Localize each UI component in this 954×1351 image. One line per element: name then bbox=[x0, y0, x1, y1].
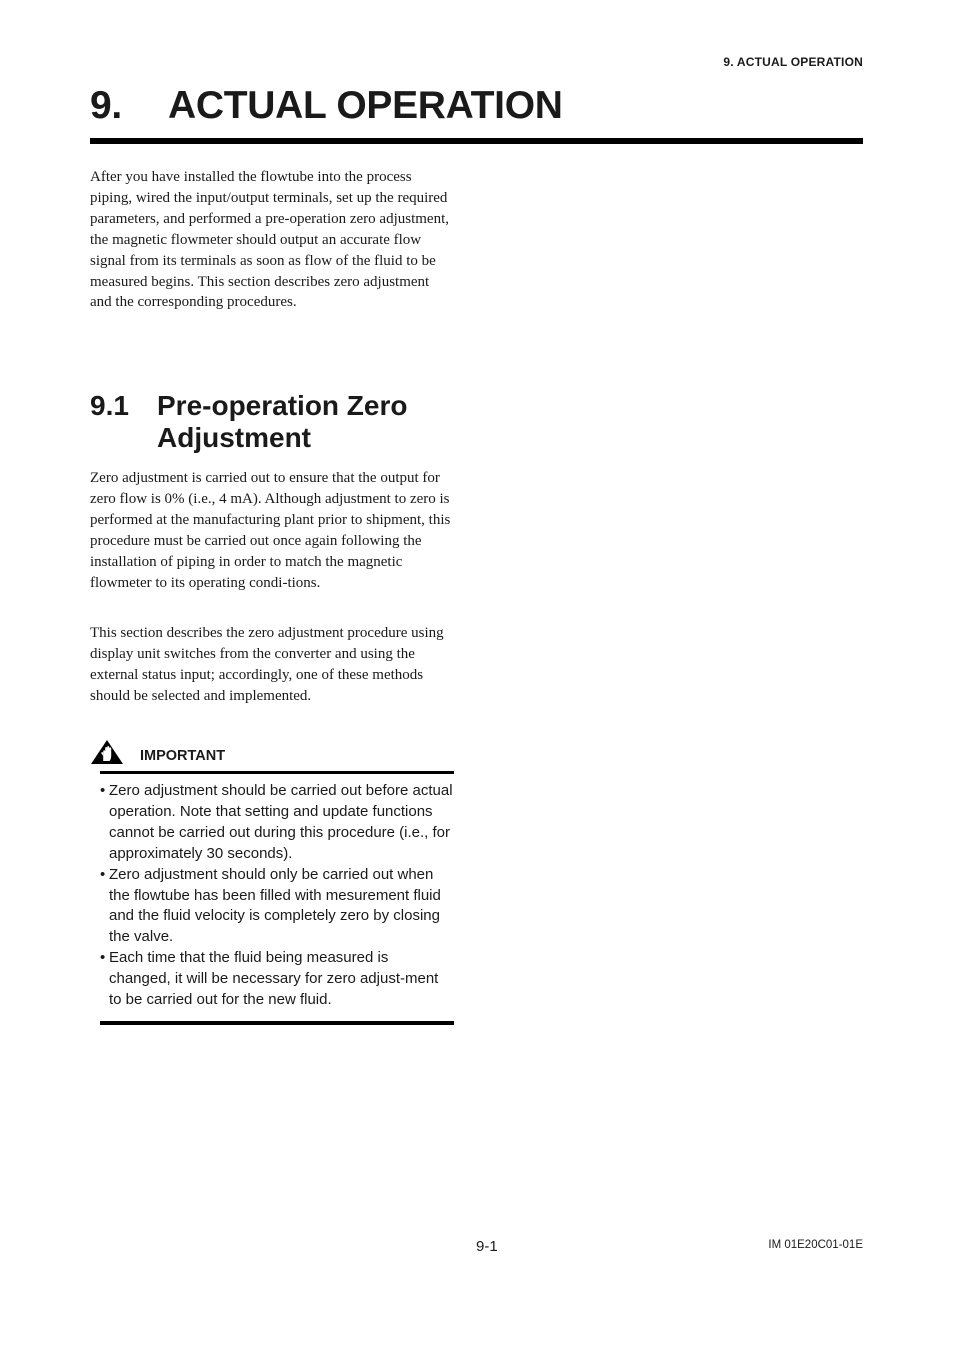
important-item-3: Each time that the fluid being measured is changed, it will be necessary for zero adjust-ment to be carried out for the new fluid. bbox=[109, 949, 439, 1009]
bullet: • bbox=[100, 949, 106, 967]
important-label: IMPORTANT bbox=[140, 748, 226, 764]
chapter-rule bbox=[90, 138, 863, 144]
list-item bbox=[100, 865, 454, 949]
important-list bbox=[100, 781, 454, 1011]
bullet: • bbox=[100, 865, 106, 883]
bullet: • bbox=[100, 782, 106, 799]
section-title bbox=[90, 390, 457, 454]
important-top-rule bbox=[100, 771, 454, 774]
important-header bbox=[90, 739, 454, 769]
list-item bbox=[100, 948, 454, 1011]
document-id: IM 01E20C01-01E bbox=[768, 1239, 863, 1251]
important-item-1: Zero adjustment should be carried out before actual operation. Note that setting and update functions cannot be carried out during this procedure (i.e., for approximately 30 seconds). bbox=[109, 782, 453, 862]
hand-warning-icon bbox=[90, 739, 124, 765]
running-head: 9. ACTUAL OPERATION bbox=[723, 55, 863, 69]
important-bottom-rule bbox=[100, 1021, 454, 1025]
section-number: 9.1 bbox=[90, 390, 129, 421]
section-paragraph-2: This section describes the zero adjustment procedure using display unit switches from the converter and using the external status input; accordingly, one of these methods should be selected and implemented. bbox=[90, 625, 444, 704]
chapter-title bbox=[90, 84, 563, 128]
page-number: 9-1 bbox=[476, 1238, 498, 1255]
section-title-text: Pre-operation Zero Adjustment bbox=[157, 390, 408, 453]
chapter-title-text: ACTUAL OPERATION bbox=[168, 84, 563, 127]
chapter-number: 9. bbox=[90, 84, 122, 127]
section-paragraph-1: Zero adjustment is carried out to ensure that the output for zero flow is 0% (i.e., 4 mA). Although adjustment to zero is performed at the manufacturing plant prior to shipment, this procedure must be carried out once again following the installation of piping in order to match the magnetic flowmeter to its operating condi-tions. bbox=[90, 470, 451, 591]
list-item bbox=[100, 781, 454, 865]
important-item-2: Zero adjustment should only be carried out when the flowtube has been filled with mesurement fluid and the fluid velocity is completely zero by closing the valve. bbox=[109, 865, 441, 946]
intro-paragraph: After you have installed the flowtube into the process piping, wired the input/output terminals, set up the required parameters, and performed a pre-operation zero adjustment, the magnetic flowmeter should output an accurate flow signal from its terminals as soon as flow of the fluid to be measured begins. This section describes zero adjustment and the corresponding procedures. bbox=[90, 169, 450, 311]
